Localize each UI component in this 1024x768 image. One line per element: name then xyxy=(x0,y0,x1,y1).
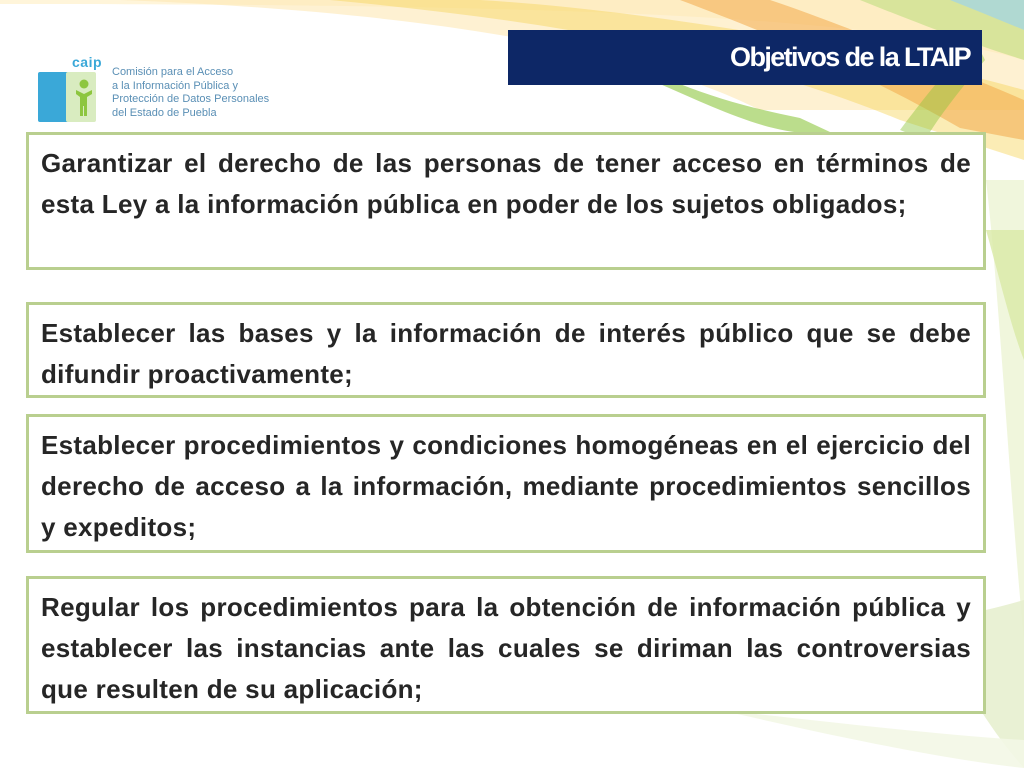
caip-logo xyxy=(36,56,276,126)
objective-box-4 xyxy=(26,576,986,714)
logo-line: Comisión para el Acceso xyxy=(112,66,234,78)
objective-box-1 xyxy=(26,132,986,270)
objective-text: Garantizar el derecho de las personas de tener acceso en términos de esta Ley a la información pública en poder de los sujetos obligados; xyxy=(41,148,971,219)
logo-line: del Estado de Puebla xyxy=(112,106,217,119)
objective-text: Establecer procedimientos y condiciones homogéneas en el ejercicio del derecho de acceso a la información, mediante procedimientos sencillos y expeditos; xyxy=(41,430,971,542)
objective-text: Regular los procedimientos para la obtención de información pública y establecer las instancias ante las cuales se diriman las controversias que resulten de su aplicación; xyxy=(41,592,971,704)
slide-title: Objetivos de la LTAIP xyxy=(730,42,970,72)
objective-text: Establecer las bases y la información de interés público que se debe difundir proactivamente; xyxy=(41,318,971,389)
logo-org-name xyxy=(112,66,269,120)
slide-title-bar xyxy=(508,30,982,85)
objective-box-2 xyxy=(26,302,986,398)
objective-box-3 xyxy=(26,414,986,553)
logo-line: Protección de Datos Personales xyxy=(112,93,270,105)
logo-line: a la Información Pública y xyxy=(112,79,238,92)
logo-acronym: caip xyxy=(72,54,103,70)
